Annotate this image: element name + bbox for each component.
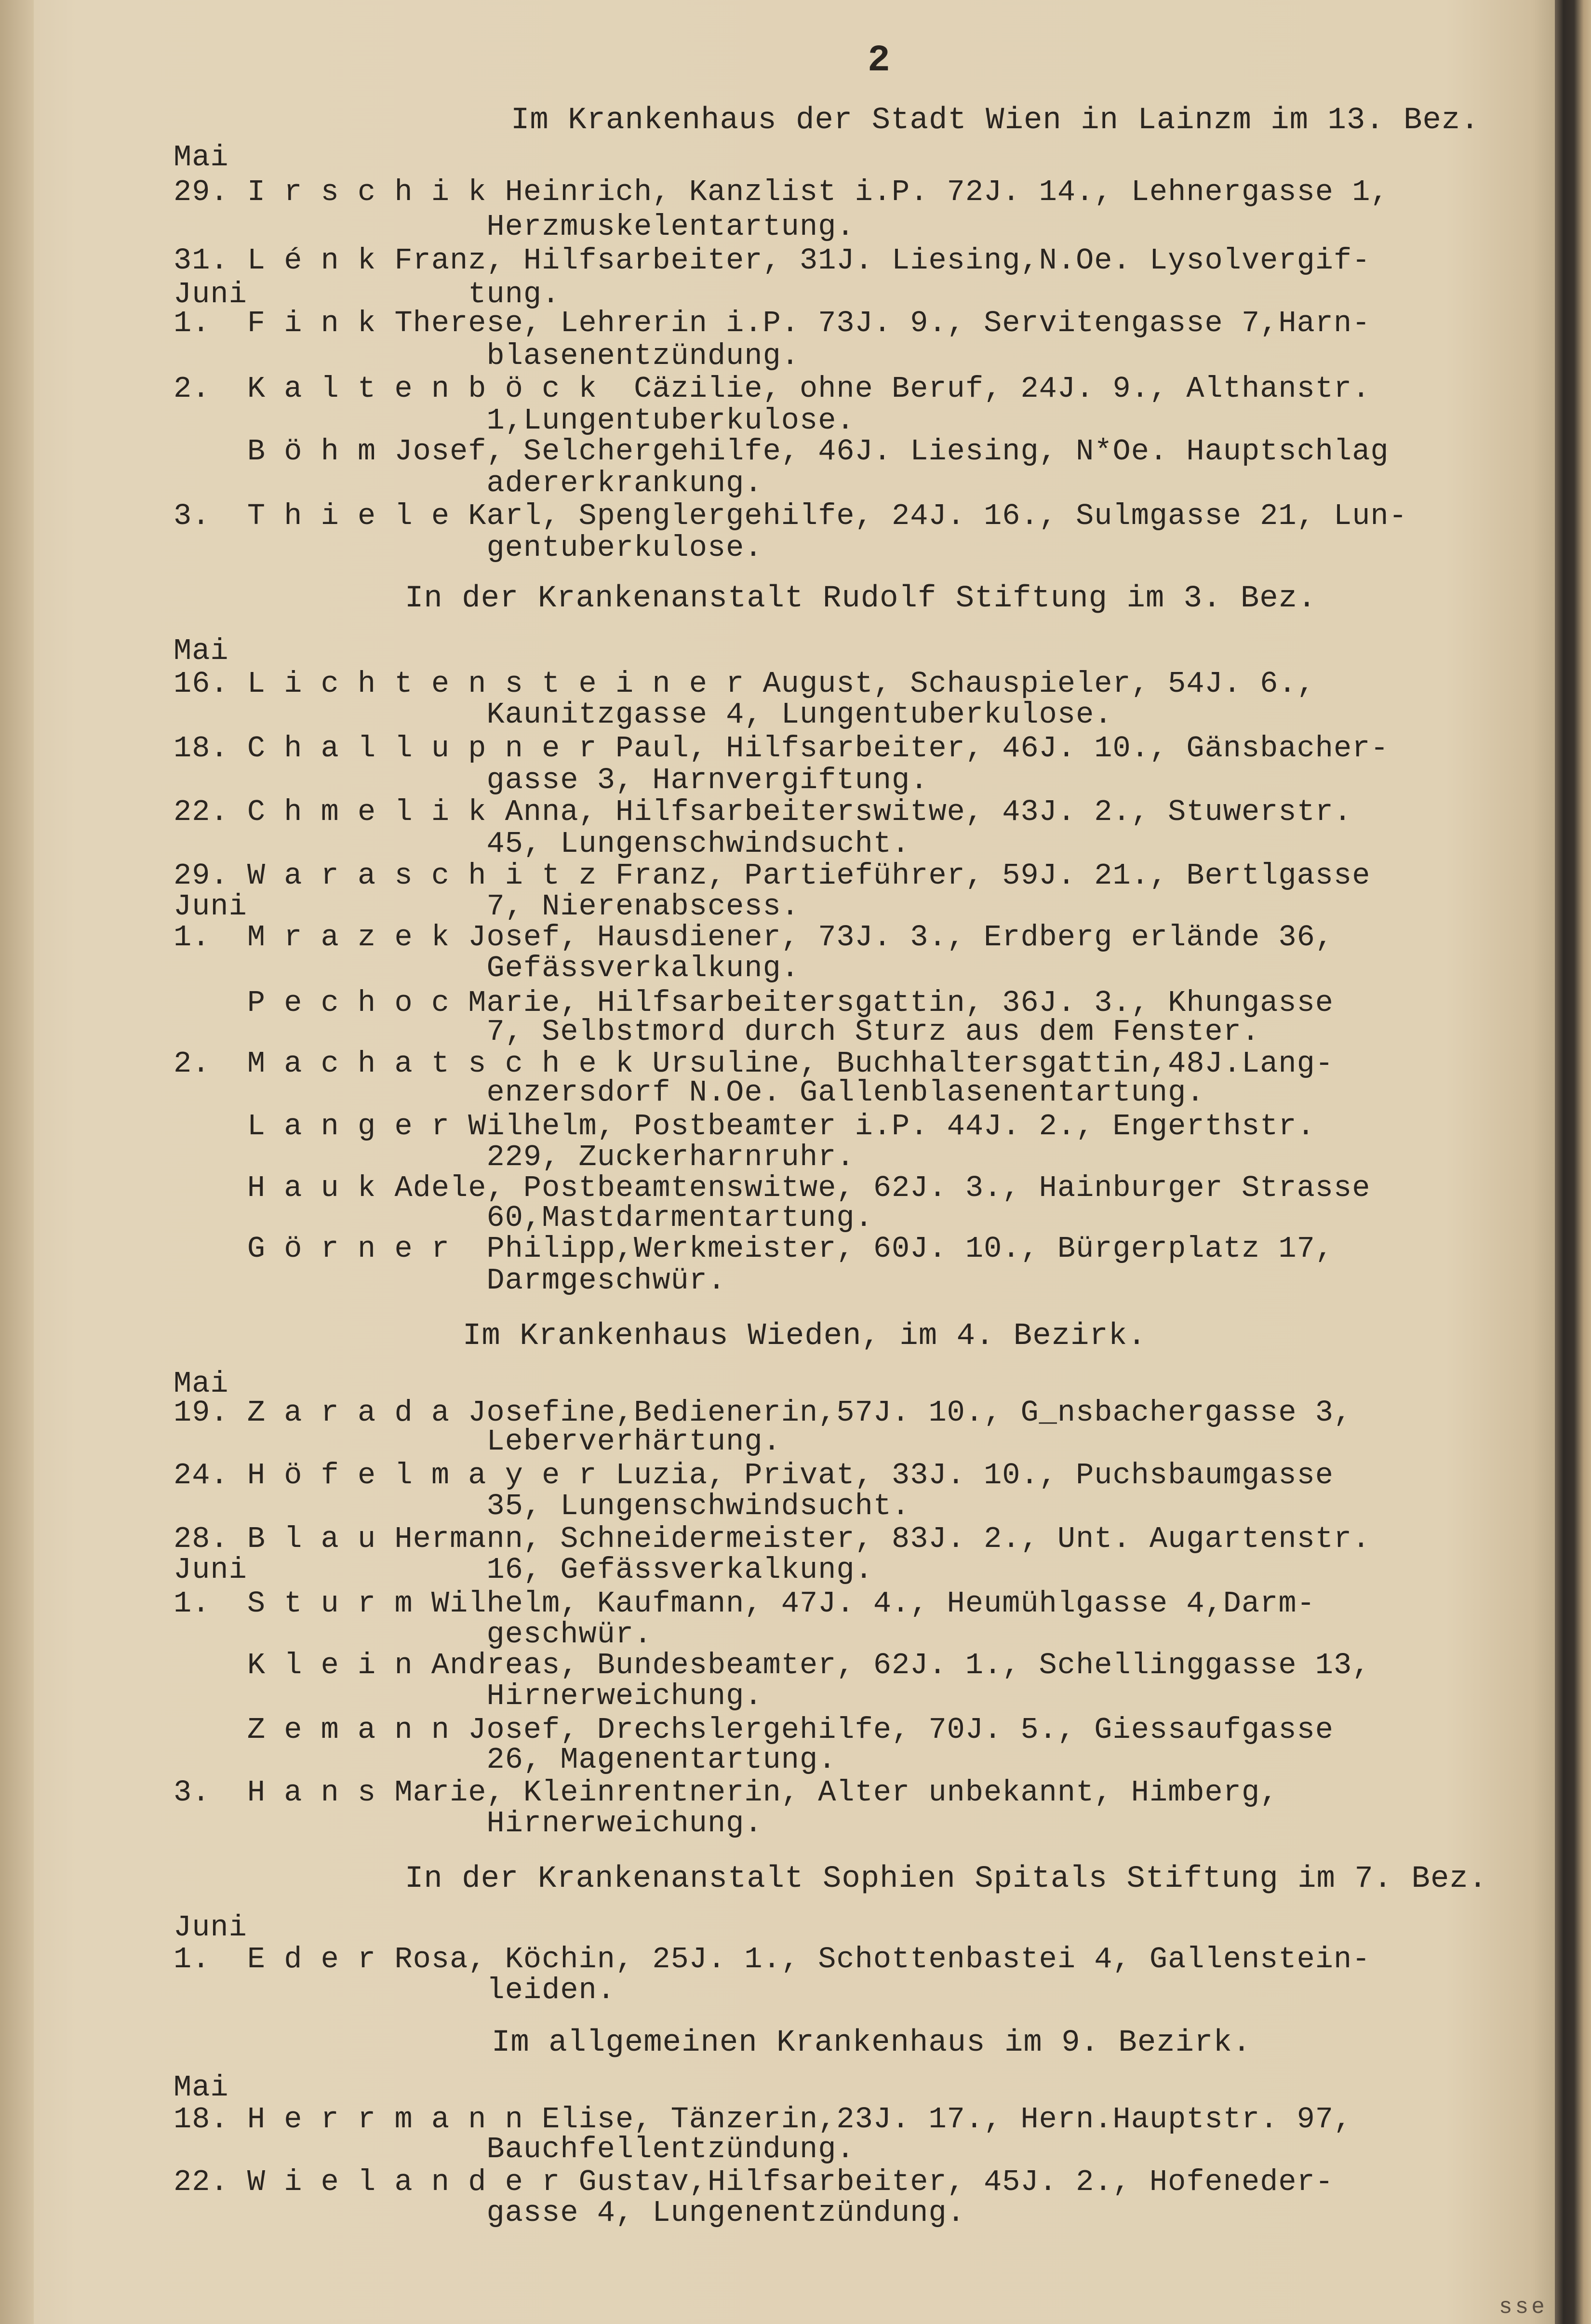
entry-line: 26, Magenentartung.	[174, 1743, 837, 1777]
entry-line: 35, Lungenschwindsucht.	[174, 1489, 910, 1523]
entry-line: enzersdorf N.Oe. Gallenblasenentartung.	[174, 1075, 1205, 1110]
entry-line: 18. C h a l l u p n e r Paul, Hilfsarbeiter, 46J. 10., Gänsbacher-	[174, 731, 1389, 766]
entry-line: 229, Zuckerharnruhr.	[174, 1140, 855, 1174]
section-heading-sophien-spital: In der Krankenanstalt Sophien Spitals Stiftung im 7. Bez.	[405, 1862, 1488, 1896]
entry-line: geschwür.	[174, 1617, 653, 1652]
entry-line: Z e m a n n Josef, Drechslergehilfe, 70J. 5., Giessaufgasse	[174, 1713, 1334, 1747]
entry-line: 22. C h m e l i k Anna, Hilfsarbeiterswitwe, 43J. 2., Stuwerstr.	[174, 795, 1352, 829]
entry-line: G ö r n e r Philipp,Werkmeister, 60J. 10., Bürgerplatz 17,	[174, 1232, 1334, 1266]
entry-line: B ö h m Josef, Selchergehilfe, 46J. Liesing, N*Oe. Hauptschlag	[174, 434, 1389, 469]
entry-line: Darmgeschwür.	[174, 1263, 726, 1298]
entry-line: Leberverhärtung.	[174, 1424, 781, 1459]
entry-line: gasse 4, Lungenentzündung.	[174, 2196, 965, 2230]
section-heading-allgemeines-krankenhaus: Im allgemeinen Krankenhaus im 9. Bezirk.	[492, 2026, 1252, 2060]
entry-line: H a u k Adele, Postbeamtenswitwe, 62J. 3., Hainburger Strasse	[174, 1171, 1371, 1205]
entry-line: blasenentzündung.	[174, 339, 800, 373]
entry-line: leiden.	[174, 1973, 615, 2007]
entry-line: Juni 7, Nierenabscess.	[174, 889, 800, 924]
entry-line: P e c h o c Marie, Hilfsarbeitersgattin, 36J. 3., Khungasse	[174, 986, 1334, 1020]
entry-line: 1. F i n k Therese, Lehrerin i.P. 73J. 9., Servitengasse 7,Harn-	[174, 306, 1371, 340]
footer-fragment: sse	[1499, 2295, 1548, 2320]
entry-line: Juni tung.	[174, 277, 561, 311]
entry-line: K l e i n Andreas, Bundesbeamter, 62J. 1., Schellinggasse 13,	[174, 1648, 1371, 1682]
entry-line: 19. Z a r a d a Josefine,Bedienerin,57J. 10., G_nsbachergasse 3,	[174, 1396, 1352, 1430]
entry-line: 22. W i e l a n d e r Gustav,Hilfsarbeiter, 45J. 2., Hofeneder-	[174, 2165, 1334, 2199]
entry-line: 29. W a r a s c h i t z Franz, Partieführer, 59J. 21., Bertlgasse	[174, 859, 1371, 893]
entry-line: Bauchfellentzündung.	[174, 2132, 855, 2166]
entry-line: 7, Selbstmord durch Sturz aus dem Fenster.	[174, 1015, 1260, 1049]
entry-line: adererkrankung.	[174, 466, 763, 500]
entry-line: gasse 3, Harnvergiftung.	[174, 763, 929, 797]
book-spine	[1555, 0, 1591, 2324]
entry-line: 1. M r a z e k Josef, Hausdiener, 73J. 3., Erdberg erlände 36,	[174, 920, 1334, 954]
section-heading-rudolf-stiftung: In der Krankenanstalt Rudolf Stiftung im 3. Bez.	[405, 581, 1317, 616]
entry-line: 16. L i c h t e n s t e i n e r August, Schauspieler, 54J. 6.,	[174, 667, 1315, 701]
entry-line: 1. S t u r m Wilhelm, Kaufmann, 47J. 4., Heumühlgasse 4,Darm-	[174, 1586, 1315, 1621]
date-heading: Mai	[174, 1367, 229, 1401]
entry-line: L a n g e r Wilhelm, Postbeamter i.P. 44J. 2., Engerthstr.	[174, 1109, 1315, 1143]
entry-line: Hirnerweichung.	[174, 1806, 763, 1840]
entry-line: Juni 16, Gefässverkalkung.	[174, 1553, 873, 1587]
entry-line: 18. H e r r m a n n Elise, Tänzerin,23J. 17., Hern.Hauptstr. 97,	[174, 2102, 1352, 2136]
entry-line: 28. B l a u Hermann, Schneidermeister, 83J. 2., Unt. Augartenstr.	[174, 1522, 1371, 1556]
entry-line: 31. L é n k Franz, Hilfsarbeiter, 31J. Liesing,N.Oe. Lysolvergif-	[174, 243, 1371, 278]
entry-line: Hirnerweichung.	[174, 1679, 763, 1713]
entry-line: 1,Lungentuberkulose.	[174, 403, 855, 438]
entry-line: 29. I r s c h i k Heinrich, Kanzlist i.P. 72J. 14., Lehnergasse 1,	[174, 175, 1389, 209]
page-number: 2	[868, 40, 890, 82]
entry-line: 60,Mastdarmentartung.	[174, 1201, 873, 1235]
entry-line: 24. H ö f e l m a y e r Luzia, Privat, 33J. 10., Puchsbaumgasse	[174, 1458, 1334, 1492]
section-heading-wieden: Im Krankenhaus Wieden, im 4. Bezirk.	[463, 1319, 1147, 1354]
date-heading: Mai	[174, 634, 229, 668]
entry-line: gentuberkulose.	[174, 531, 763, 565]
entry-line: Herzmuskelentartung.	[174, 210, 855, 244]
entry-line: 45, Lungenschwindsucht.	[174, 827, 910, 861]
date-heading: Juni	[174, 1910, 247, 1945]
date-heading: Mai	[174, 140, 229, 175]
entry-line: 2. M a c h a t s c h e k Ursuline, Buchhaltersgattin,48J.Lang-	[174, 1047, 1334, 1081]
entry-line: Gefässverkalkung.	[174, 951, 800, 985]
entry-line: 3. T h i e l e Karl, Spenglergehilfe, 24J. 16., Sulmgasse 21, Lun-	[174, 499, 1407, 533]
entry-line: 3. H a n s Marie, Kleinrentnerin, Alter unbekannt, Himberg,	[174, 1775, 1279, 1810]
date-heading: Mai	[174, 2070, 229, 2105]
section-heading-lainz: Im Krankenhaus der Stadt Wien in Lainzm im 13. Bez.	[511, 103, 1480, 138]
entry-line: Kaunitzgasse 4, Lungentuberkulose.	[174, 698, 1113, 732]
entry-line: 2. K a l t e n b ö c k Cäzilie, ohne Beruf, 24J. 9., Althanstr.	[174, 372, 1371, 406]
entry-line: 1. E d e r Rosa, Köchin, 25J. 1., Schottenbastei 4, Gallenstein-	[174, 1942, 1371, 1976]
